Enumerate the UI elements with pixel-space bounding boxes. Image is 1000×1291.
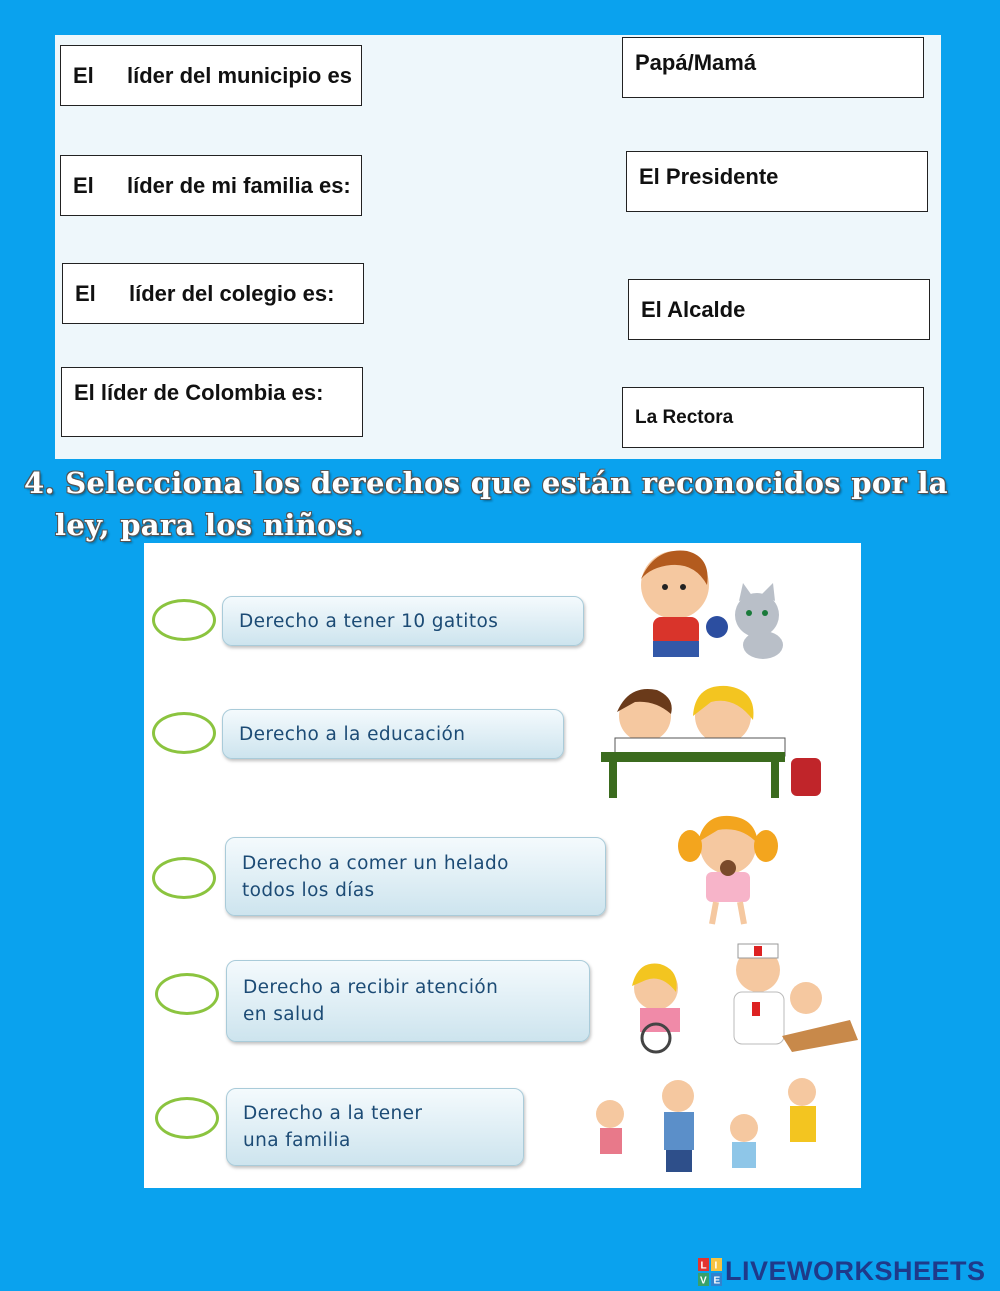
select-circle-gatitos[interactable] (152, 599, 216, 641)
right-option-text-2: una familia (243, 1130, 351, 1151)
svg-text:I: I (714, 1260, 718, 1271)
right-box-rectora[interactable] (622, 387, 924, 448)
right-option-text: Derecho a recibir atención (243, 977, 499, 998)
question-line-2: ley, para los niños. (55, 508, 364, 542)
question-line-1: 4. Selecciona los derechos que están reconocidos por la (24, 466, 948, 500)
right-box-text: El Alcalde (641, 296, 746, 322)
left-box-familia[interactable] (60, 155, 362, 216)
health-care-illustration (622, 940, 858, 1054)
select-circle-helado[interactable] (152, 857, 216, 899)
live-letters-icon (698, 1258, 722, 1286)
left-box-municipio[interactable] (60, 45, 362, 106)
girl-ice-cream-illustration (668, 806, 788, 930)
right-option-text: Derecho a la educación (239, 723, 466, 745)
right-box-text: Papá/Mamá (635, 50, 757, 75)
right-option-helado (225, 837, 606, 916)
right-option-text: Derecho a comer un helado (242, 852, 509, 874)
right-option-text-2: todos los días (242, 879, 375, 901)
boy-with-cat-illustration (615, 545, 805, 665)
right-box-alcalde[interactable] (628, 279, 930, 340)
left-box-text: líder del municipio es (127, 62, 352, 88)
svg-text:V: V (700, 1275, 707, 1286)
svg-text:L: L (700, 1260, 707, 1271)
right-box-papa-mama[interactable] (622, 37, 924, 98)
family-jumping-illustration (580, 1074, 842, 1186)
question-heading (24, 462, 984, 546)
right-option-text-2: en salud (243, 1004, 325, 1025)
right-option-familia (226, 1088, 524, 1166)
left-box-text: líder de mi familia es: (127, 172, 351, 198)
liveworksheets-logo[interactable] (698, 1256, 986, 1287)
left-box-text: líder del colegio es: (129, 280, 335, 306)
right-option-salud (226, 960, 590, 1042)
select-circle-familia[interactable] (155, 1097, 219, 1139)
right-box-text: La Rectora (635, 406, 734, 428)
right-box-presidente[interactable] (626, 151, 928, 212)
right-option-text: Derecho a tener 10 gatitos (239, 610, 499, 632)
select-circle-salud[interactable] (155, 973, 219, 1015)
right-option-educacion (222, 709, 564, 759)
select-circle-educacion[interactable] (152, 712, 216, 754)
article-label: El (73, 172, 94, 198)
right-box-text: El Presidente (639, 164, 779, 189)
article-label: El (73, 62, 94, 88)
svg-text:E: E (713, 1275, 721, 1286)
article-label: El (75, 280, 96, 306)
kids-reading-illustration (595, 680, 835, 800)
right-option-gatitos (222, 596, 584, 646)
left-box-colombia[interactable] (61, 367, 363, 437)
right-option-text: Derecho a la tener (243, 1103, 423, 1124)
brand-name: LIVEWORKSHEETS (725, 1256, 986, 1286)
left-box-text: El líder de Colombia es: (74, 380, 324, 405)
left-box-colegio[interactable] (62, 263, 364, 324)
